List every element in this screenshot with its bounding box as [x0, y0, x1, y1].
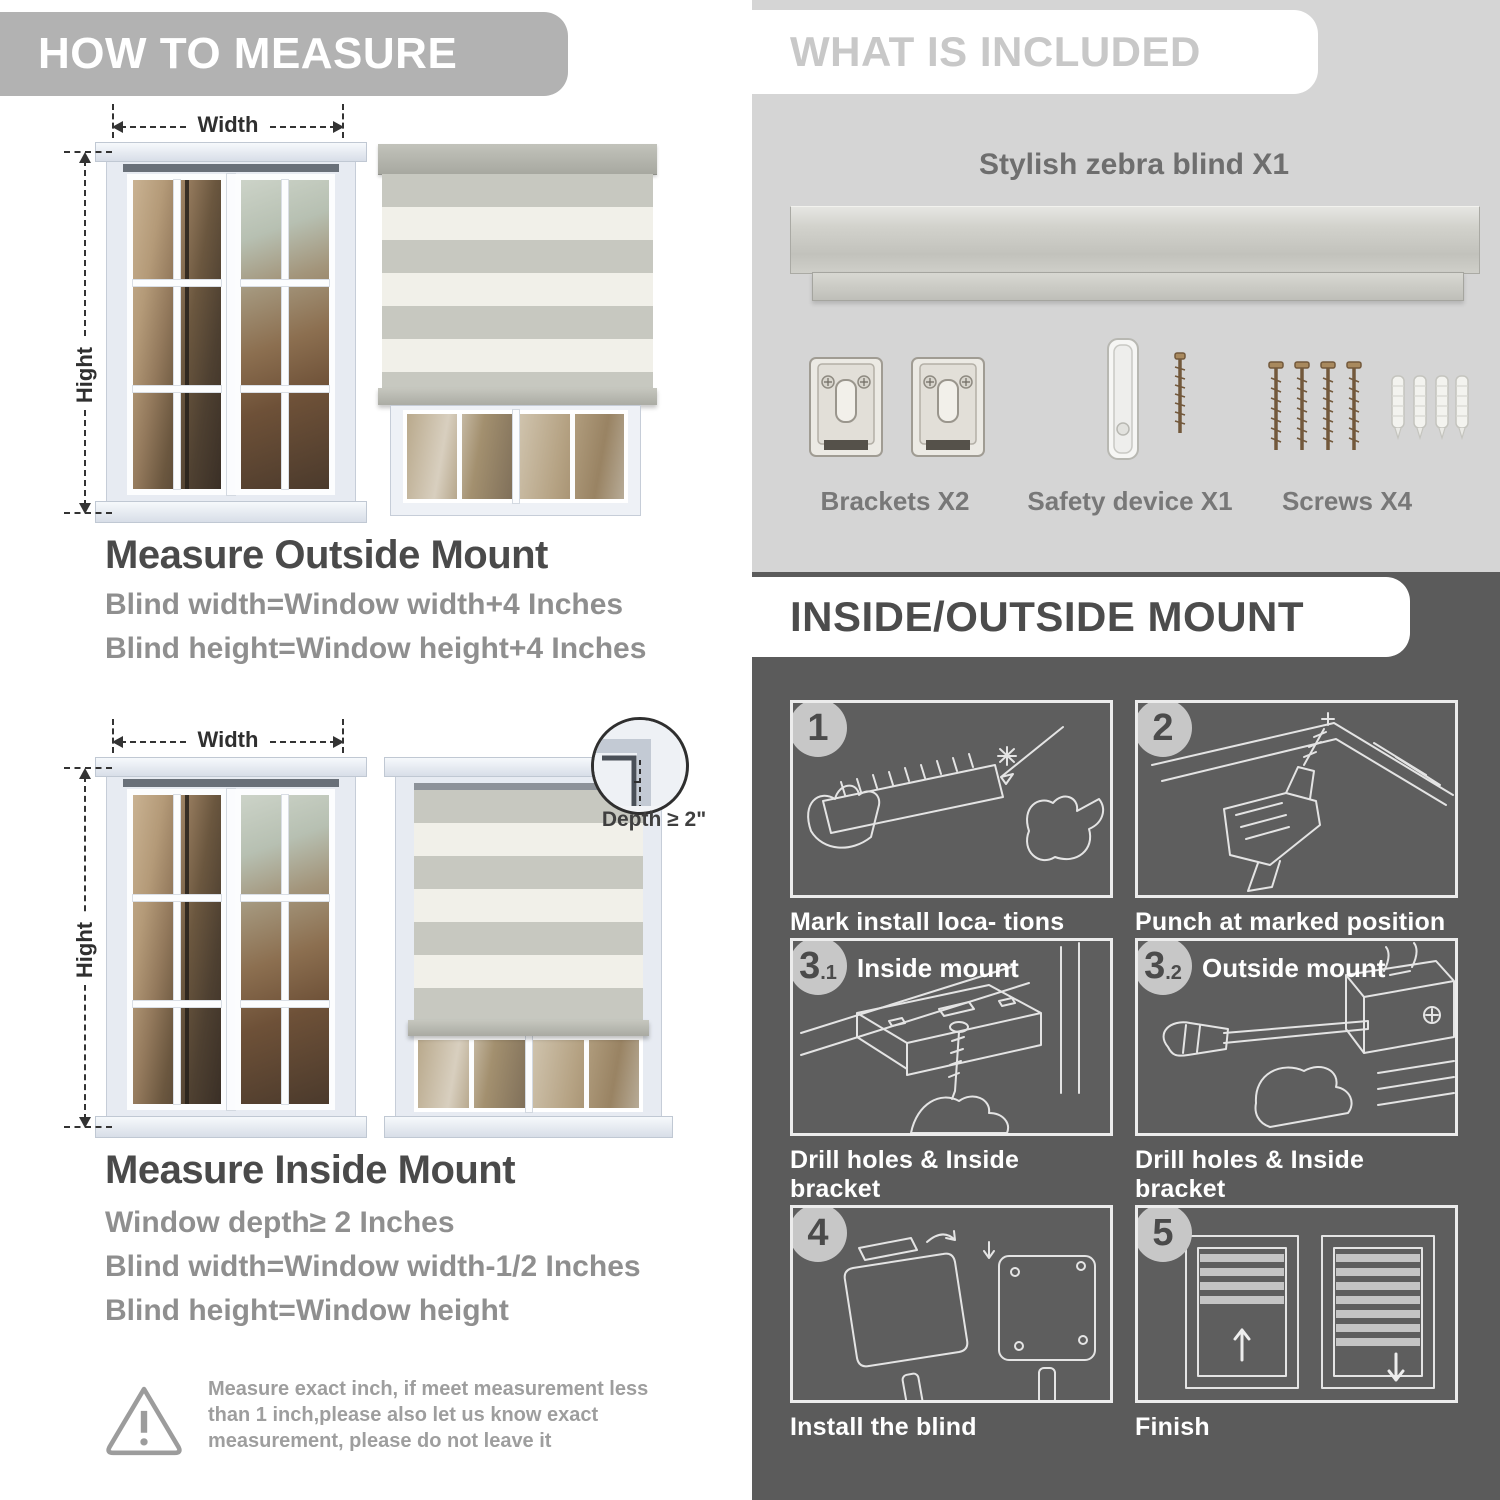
how-to-measure-title: HOW TO MEASURE	[38, 29, 458, 78]
step-caption: Install the blind	[790, 1413, 977, 1441]
step-4-panel	[790, 1205, 1113, 1403]
zebra-blind-outside-illustration	[378, 144, 657, 516]
outside-mount-line-1: Blind width=Window width+4 Inches	[105, 588, 624, 621]
step-caption: Punch at marked position	[1135, 908, 1446, 936]
depth-label: Depth ≥ 2"	[601, 808, 707, 831]
width-label: Width	[188, 112, 269, 137]
step-caption: Mark install loca- tions	[790, 908, 1065, 936]
step-4	[790, 1205, 1113, 1442]
width-label: Width	[188, 727, 269, 752]
lamp-post-reflection	[185, 795, 189, 1104]
width-arrow	[112, 112, 344, 137]
step-caption: Finish	[1135, 1413, 1210, 1441]
height-label: Hight	[70, 915, 100, 985]
step-1-panel	[790, 700, 1113, 898]
width-arrow	[112, 727, 344, 752]
inside-outside-mount-header	[752, 577, 1410, 657]
step-number-badge: 1	[790, 700, 847, 757]
product-label: Stylish zebra blind X1	[978, 148, 1290, 181]
inside-mount-line-1: Window depth≥ 2 Inches	[105, 1206, 455, 1239]
window-glass	[127, 174, 335, 495]
step-5-panel	[1135, 1205, 1458, 1403]
outside-mount-line-2: Blind height=Window height+4 Inches	[105, 632, 647, 665]
step-number-badge: 5	[1135, 1205, 1192, 1262]
blind-bottomrail	[378, 388, 657, 405]
step-1	[790, 700, 1113, 937]
safety-device-label: Safety device X1	[1027, 486, 1233, 516]
lamp-post-reflection	[185, 180, 189, 489]
window-sill	[95, 1116, 367, 1138]
step-3-2	[1135, 938, 1458, 1204]
window-inside-illustration	[106, 758, 356, 1137]
step-number-badge: 3 .2	[1135, 938, 1192, 995]
window-outside-illustration	[106, 143, 356, 522]
inside-mount-step-label: Inside mount	[857, 953, 1019, 983]
inside-outside-mount-title: INSIDE/OUTSIDE MOUNT	[790, 593, 1305, 640]
blind-bottomrail	[408, 1020, 649, 1036]
outside-mount-heading: Measure Outside Mount	[105, 533, 548, 577]
window-top-track	[123, 164, 339, 172]
step-number-badge: 4	[790, 1205, 847, 1262]
what-is-included-title: WHAT IS INCLUDED	[790, 28, 1201, 75]
height-label: Hight	[70, 340, 100, 410]
zebra-stripes	[382, 174, 653, 388]
blind-headrail	[378, 144, 657, 175]
brackets-label: Brackets X2	[820, 486, 970, 516]
window-glass	[414, 1036, 643, 1112]
inside-mount-heading: Measure Inside Mount	[105, 1148, 516, 1192]
outside-mount-step-label: Outside mount	[1202, 953, 1386, 983]
zebra-blind-cassette-rail	[812, 272, 1464, 301]
window-sill	[95, 501, 367, 523]
how-to-measure-header	[0, 12, 568, 96]
step-2	[1135, 700, 1458, 937]
depth-magnifier-icon	[591, 717, 689, 815]
step-number-badge: 3 .1	[790, 938, 847, 995]
step-number-badge: 2	[1135, 700, 1192, 757]
step-2-panel	[1135, 700, 1458, 898]
step-3-2-panel	[1135, 938, 1458, 1136]
window-top-track	[123, 779, 339, 787]
step-3-1	[790, 938, 1113, 1204]
window-sill	[384, 1116, 673, 1138]
what-is-included-header	[752, 10, 1318, 94]
step-caption: Drill holes & Inside bracket	[790, 1146, 1020, 1203]
window-fragment	[390, 405, 641, 516]
window-lintel	[95, 142, 367, 162]
inside-mount-line-2: Blind width=Window width-1/2 Inches	[105, 1250, 641, 1283]
window-glass	[127, 789, 335, 1110]
step-caption: Drill holes & Inside bracket	[1135, 1146, 1365, 1203]
step-5	[1135, 1205, 1458, 1442]
brackets-icon	[808, 352, 988, 464]
step-3-1-panel	[790, 938, 1113, 1136]
inside-mount-line-3: Blind height=Window height	[105, 1294, 509, 1327]
window-lintel	[95, 757, 367, 777]
screws-label: Screws X4	[1281, 486, 1413, 516]
measure-warning-text: Measure exact inch, if meet measurement less than 1 inch,please also let us know exact measurement, please do not leave it	[208, 1378, 649, 1452]
safety-device-icon	[1090, 335, 1210, 470]
warning-triangle-icon	[103, 1380, 185, 1460]
height-arrow	[78, 152, 92, 514]
screws-icon	[1262, 350, 1472, 465]
zebra-blind-cassette	[790, 206, 1480, 274]
